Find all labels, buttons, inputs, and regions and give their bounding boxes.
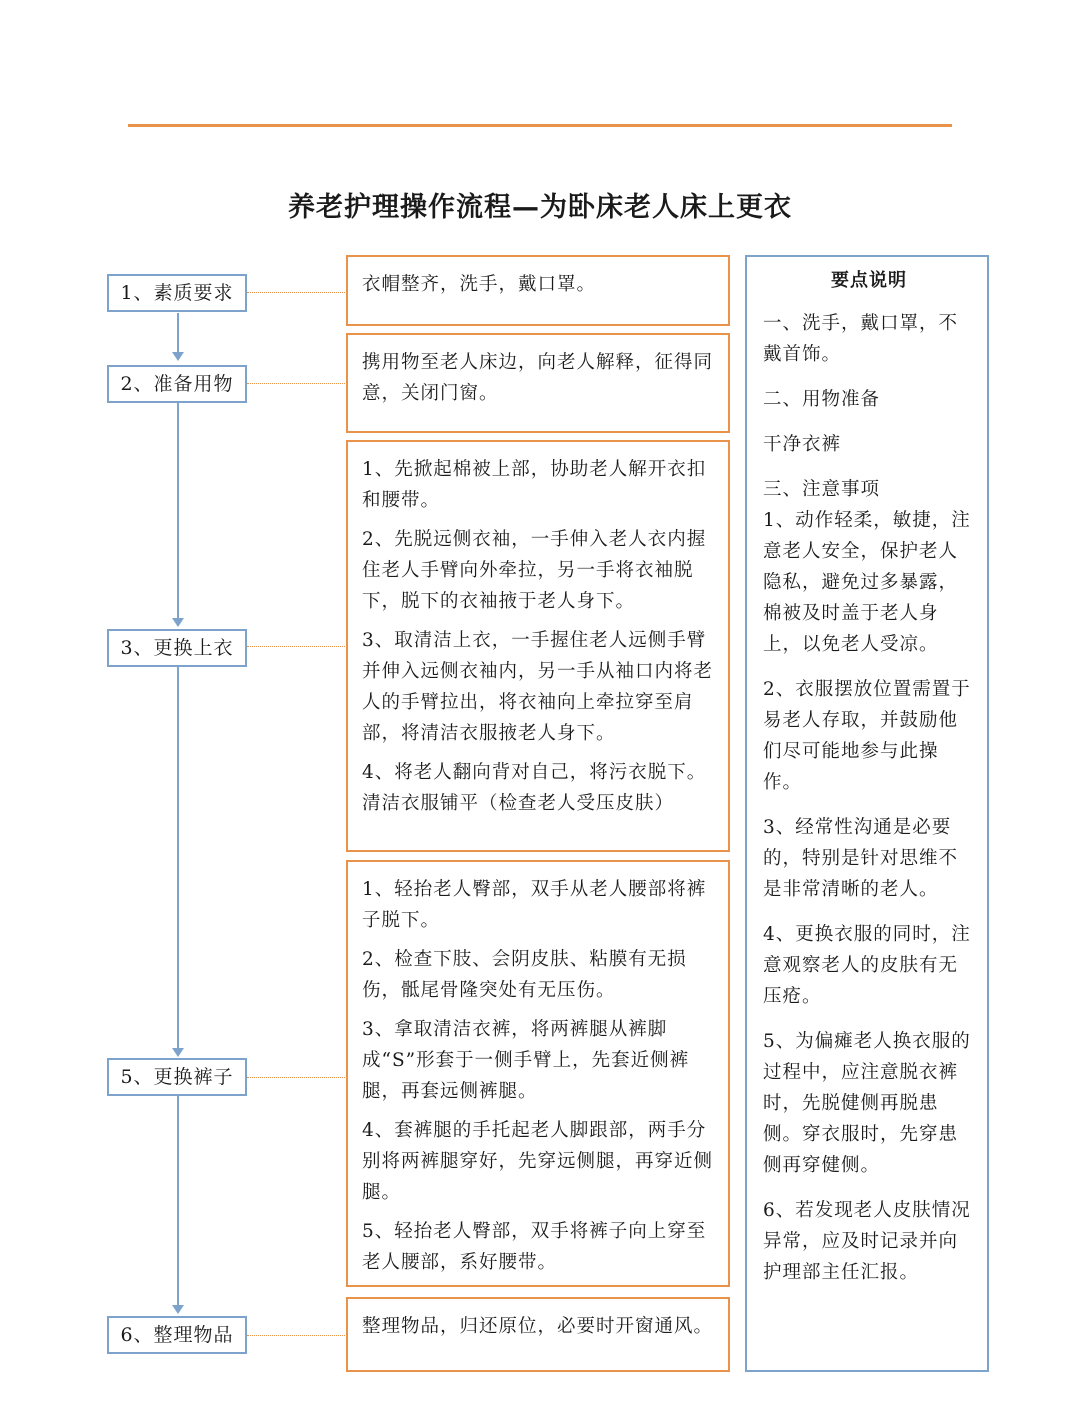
- step-1-box[interactable]: 1、素质要求: [107, 274, 247, 312]
- arrow-down-icon: [172, 1305, 184, 1314]
- content-line: 4、套裤腿的手托起老人脚跟部，两手分别将两裤腿穿好，先穿远侧腿，再穿近侧腿。: [362, 1120, 714, 1203]
- step-3-box[interactable]: 3、更换上衣: [107, 629, 247, 667]
- note-item: 6、若发现老人皮肤情况异常，应及时记录并向护理部主任汇报。: [763, 1200, 971, 1283]
- note-item: 2、衣服摆放位置需置于易老人存取，并鼓励他们尽可能地参与此操作。: [763, 679, 971, 793]
- step-connector: [247, 292, 347, 293]
- note-item: 干净衣裤: [763, 434, 842, 455]
- note-item: 5、为偏瘫老人换衣服的过程中，应注意脱衣裤时，先脱健侧再脱患侧。穿衣服时，先穿患侧再穿健侧。: [763, 1031, 971, 1176]
- note-item: 一、洗手，戴口罩，不戴首饰。: [763, 313, 959, 365]
- step-6-content: [346, 1297, 730, 1372]
- flow-connector: [177, 1096, 179, 1305]
- content-line: 2、检查下肢、会阴皮肤、粘膜有无损伤，骶尾骨隆突处有无压伤。: [362, 949, 687, 1001]
- content-line: 1、轻抬老人臀部，双手从老人腰部将裤子脱下。: [362, 879, 707, 931]
- step-2-content: [346, 333, 730, 433]
- content-line: 携用物至老人床边，向老人解释，征得同意，关闭门窗。: [362, 352, 714, 404]
- step-connector: [247, 1335, 347, 1336]
- step-2-box[interactable]: 2、准备用物: [107, 365, 247, 403]
- note-item: 4、更换衣服的同时，注意观察老人的皮肤有无压疮。: [763, 924, 971, 1007]
- arrow-down-icon: [172, 618, 184, 627]
- flow-connector: [177, 313, 179, 352]
- flow-connector: [177, 667, 179, 1048]
- content-line: 1、先掀起棉被上部，协助老人解开衣扣和腰带。: [362, 459, 707, 511]
- step-connector: [247, 646, 347, 647]
- content-line: 2、先脱远侧衣袖，一手伸入老人衣内握住老人手臂向外牵拉，另一手将衣袖脱下，脱下的衣袖掖于老人身下。: [362, 529, 707, 612]
- key-points-title: 要点说明: [831, 270, 907, 291]
- arrow-down-icon: [172, 352, 184, 361]
- content-line: 4、将老人翻向背对自己，将污衣脱下。清洁衣服铺平（检查老人受压皮肤）: [362, 762, 707, 814]
- step-3-content: [346, 440, 730, 852]
- content-line: 衣帽整齐，洗手，戴口罩。: [362, 274, 597, 295]
- top-divider: [128, 124, 952, 127]
- note-item: 3、经常性沟通是必要的，特别是针对思维不是非常清晰的老人。: [763, 817, 959, 900]
- content-line: 3、取清洁上衣，一手握住老人远侧手臂并伸入远侧衣袖内，另一手从袖口内将老人的手臂拉出，将衣袖向上牵拉穿至肩部，将清洁衣服掖老人身下。: [362, 630, 714, 744]
- content-line: 5、轻抬老人臀部，双手将裤子向上穿至老人腰部，系好腰带。: [362, 1221, 707, 1273]
- step-connector: [247, 383, 347, 384]
- flow-connector: [177, 403, 179, 618]
- note-item: 三、注意事项: [763, 479, 881, 500]
- key-points-panel: [745, 255, 989, 1372]
- content-line: 整理物品，归还原位，必要时开窗通风。: [362, 1316, 714, 1337]
- content-line: 3、拿取清洁衣裤，将两裤腿从裤脚成“S”形套于一侧手臂上，先套近侧裤腿，再套远侧裤腿。: [362, 1019, 690, 1102]
- step-1-content: [346, 255, 730, 326]
- arrow-down-icon: [172, 1048, 184, 1057]
- page-title: 养老护理操作流程—为卧床老人床上更衣: [288, 192, 792, 223]
- note-item: 1、动作轻柔，敏捷，注意老人安全，保护老人隐私，避免过多暴露，棉被及时盖于老人身上，以免老人受凉。: [763, 510, 971, 655]
- note-item: 二、用物准备: [763, 389, 881, 410]
- step-connector: [247, 1077, 347, 1078]
- step-5-content: [346, 860, 730, 1287]
- step-6-box[interactable]: 6、整理物品: [107, 1316, 247, 1354]
- step-5-box[interactable]: 5、更换裤子: [107, 1058, 247, 1096]
